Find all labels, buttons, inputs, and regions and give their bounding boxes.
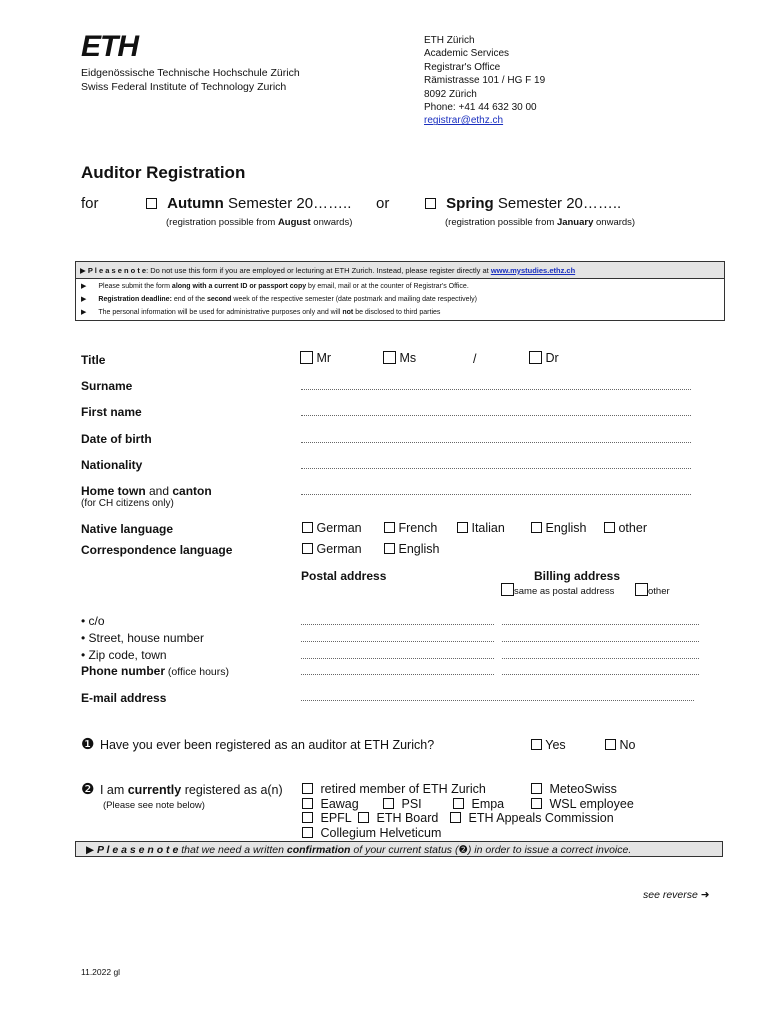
option-label: retired member of ETH Zurich (320, 782, 486, 796)
notice-bullet (81, 295, 477, 303)
notice-header (76, 262, 724, 279)
home-town-label (81, 484, 212, 498)
corr-german-option[interactable] (302, 542, 362, 556)
spring-label: Spring (446, 195, 494, 212)
bullet-bold: second (206, 296, 232, 303)
option-label: EPFL (320, 811, 352, 825)
note-text: (registration possible from (166, 217, 278, 228)
surname-field[interactable] (301, 389, 691, 390)
question-2-note: (Please see note below) (103, 800, 205, 811)
question-2-text: I am (99, 783, 128, 797)
status-appeals-option[interactable] (450, 811, 614, 825)
option-label: other (618, 521, 647, 535)
option-label: English (398, 542, 440, 556)
checkbox-icon[interactable] (501, 583, 514, 596)
option-label: same as postal address (514, 586, 615, 597)
notice-bullet (81, 308, 440, 316)
title-slash: / (473, 352, 477, 366)
question-1 (81, 735, 434, 753)
question-2-text: registered as a(n) (181, 783, 283, 797)
co-postal-field[interactable] (301, 624, 494, 625)
billing-same-option[interactable] (501, 583, 614, 597)
checkbox-icon[interactable] (302, 543, 313, 554)
address-line: ETH Zürich (424, 35, 475, 46)
title-label: Title (81, 353, 106, 367)
zip-billing-field[interactable] (502, 658, 699, 659)
status-meteo-option[interactable] (531, 782, 617, 796)
status-eawag-option[interactable] (302, 797, 359, 811)
notice-bullet (81, 282, 469, 290)
zip-label: • Zip code, town (81, 648, 167, 662)
option-label: ETH Board (376, 811, 439, 825)
label-bold: Home town (81, 484, 146, 498)
status-psi-option[interactable] (383, 797, 422, 811)
spring-note (445, 217, 635, 228)
checkbox-icon[interactable] (383, 798, 394, 809)
see-reverse-label: see reverse ➜ (643, 889, 710, 901)
bullet-arrow-icon: ▶ (81, 296, 87, 303)
notice-box (75, 261, 725, 321)
institution-name-en: Swiss Federal Institute of Technology Zurich (81, 81, 287, 93)
corr-english-option[interactable] (384, 542, 439, 556)
note-text: onwards) (310, 217, 353, 228)
label-bold: canton (172, 484, 212, 498)
home-town-note: (for CH citizens only) (81, 498, 174, 509)
checkbox-icon[interactable] (635, 583, 648, 596)
page-title: Auditor Registration (81, 163, 246, 182)
bullet-text: The personal information will be used for administrative purposes only and will (98, 309, 343, 316)
bullet-text: be disclosed to third parties (353, 309, 441, 316)
address-line: Academic Services (424, 48, 510, 60)
question-2-bold: currently (127, 783, 182, 797)
bullet-arrow-icon: ▶ (81, 309, 87, 316)
dob-label: Date of birth (81, 432, 152, 446)
option-label: German (316, 542, 362, 556)
phone-billing-field[interactable] (502, 674, 699, 675)
question-2 (81, 780, 283, 798)
bullet-text: by email, mail or at the counter of Registrar's Office. (306, 283, 469, 290)
option-label: PSI (401, 797, 422, 811)
option-label: WSL employee (549, 797, 634, 811)
footer-code: 11.2022 gl (81, 967, 121, 977)
checkbox-icon[interactable] (383, 351, 396, 364)
registrar-email-link[interactable]: registrar@ethz.ch (424, 115, 504, 127)
option-label: Eawag (320, 797, 359, 811)
note-text: that we need a written (178, 844, 287, 856)
option-label: No (619, 738, 636, 752)
registrar-address (424, 34, 545, 128)
checkbox-icon[interactable] (531, 798, 542, 809)
please-note-label: ▶ P l e a s e n o t e (86, 844, 179, 856)
checkbox-icon[interactable] (531, 739, 542, 750)
checkbox-icon[interactable] (302, 783, 313, 794)
nationality-field[interactable] (301, 468, 691, 469)
number-two-icon: ❷ (81, 781, 95, 798)
spring-semester-option[interactable] (425, 195, 621, 212)
status-empa-option[interactable] (453, 797, 504, 811)
autumn-label: Autumn (167, 195, 224, 212)
option-label: MeteoSwiss (549, 782, 617, 796)
checkbox-icon[interactable] (302, 798, 313, 809)
bullet-text: Please submit the form (98, 283, 172, 290)
native-english-option[interactable] (531, 521, 586, 535)
note-text: (registration possible from (445, 217, 557, 228)
checkbox-icon[interactable] (384, 543, 395, 554)
checkbox-icon[interactable] (604, 522, 615, 533)
checkbox-icon[interactable] (302, 827, 313, 838)
first-name-label: First name (81, 405, 142, 419)
option-label: Ms (399, 351, 417, 365)
q1-no-option[interactable] (605, 738, 635, 752)
option-label: Italian (471, 521, 505, 535)
option-label: Yes (545, 738, 566, 752)
correspondence-language-label: Correspondence language (81, 543, 233, 557)
surname-label: Surname (81, 379, 133, 393)
title-dr-option[interactable] (529, 351, 559, 365)
confirmation-note (75, 841, 723, 857)
bullet-arrow-icon: ▶ (81, 283, 87, 290)
phone-label (81, 664, 229, 678)
checkbox-icon[interactable] (529, 351, 542, 364)
option-label: other (648, 586, 670, 597)
option-label: German (316, 521, 362, 535)
note-month: January (556, 217, 594, 228)
checkbox-icon[interactable] (302, 522, 313, 533)
note-bold: confirmation (286, 844, 351, 856)
address-line: Phone: +41 44 632 30 00 (424, 102, 537, 114)
option-label: Dr (545, 351, 559, 365)
eth-logo: ETH (81, 30, 138, 63)
semester-for-label: for (81, 195, 99, 212)
postal-address-heading: Postal address (301, 569, 387, 583)
bullet-bold: not (342, 309, 354, 316)
autumn-semester-option[interactable] (146, 195, 351, 212)
checkbox-icon[interactable] (146, 198, 157, 209)
checkbox-icon[interactable] (457, 522, 468, 533)
autumn-semester-text: Semester 20…….. (228, 195, 352, 212)
option-label: Collegium Helveticum (320, 826, 442, 840)
semester-or-label: or (376, 195, 390, 212)
native-italian-option[interactable] (457, 521, 505, 535)
note-month: August (277, 217, 311, 228)
email-field[interactable] (301, 700, 694, 701)
dob-field[interactable] (301, 442, 691, 443)
number-one-icon: ❶ (81, 736, 95, 753)
note-text: onwards) (593, 217, 636, 228)
first-name-field[interactable] (301, 415, 691, 416)
question-1-text: Have you ever been registered as an auditor at ETH Zurich? (99, 738, 435, 752)
native-french-option[interactable] (384, 521, 437, 535)
home-town-field[interactable] (301, 494, 691, 495)
co-billing-field[interactable] (502, 624, 699, 625)
checkbox-icon[interactable] (358, 812, 369, 823)
street-billing-field[interactable] (502, 641, 699, 642)
native-german-option[interactable] (302, 521, 362, 535)
option-label: Mr (316, 351, 332, 365)
street-label: • Street, house number (81, 631, 204, 645)
checkbox-icon[interactable] (425, 198, 436, 209)
checkbox-icon[interactable] (450, 812, 461, 823)
status-wsl-option[interactable] (531, 797, 634, 811)
spring-semester-text: Semester 20…….. (497, 195, 622, 212)
label-note: (office hours) (165, 666, 230, 678)
checkbox-icon[interactable] (531, 522, 542, 533)
email-label: E-mail address (81, 691, 167, 705)
title-mr-option[interactable] (300, 351, 331, 365)
bullet-bold: Registration deadline: (98, 296, 172, 303)
native-other-option[interactable] (604, 521, 647, 535)
checkbox-icon[interactable] (302, 812, 313, 823)
street-postal-field[interactable] (301, 641, 494, 642)
status-epfl-option[interactable] (302, 811, 352, 825)
billing-other-option[interactable] (635, 583, 670, 597)
mystudies-link[interactable]: www.mystudies.ethz.ch (490, 266, 576, 275)
billing-address-heading: Billing address (534, 569, 621, 583)
notice-main-text: : Do not use this form if you are employed or lecturing at ETH Zurich. Instead, please register directly at (146, 266, 491, 275)
checkbox-icon[interactable] (300, 351, 313, 364)
address-line: 8092 Zürich (424, 88, 477, 100)
label-bold: Phone number (81, 664, 166, 678)
q1-yes-option[interactable] (531, 738, 566, 752)
nationality-label: Nationality (81, 458, 143, 472)
phone-postal-field[interactable] (301, 674, 494, 675)
please-note-label: ▶ P l e a s e n o t e (80, 266, 147, 275)
label-text: and (145, 484, 173, 498)
checkbox-icon[interactable] (384, 522, 395, 533)
co-label: • c/o (81, 614, 105, 628)
zip-postal-field[interactable] (301, 658, 494, 659)
address-line: Rämistrasse 101 / HG F 19 (424, 75, 546, 87)
address-line: Registrar's Office (424, 61, 501, 73)
option-label: ETH Appeals Commission (468, 811, 614, 825)
checkbox-icon[interactable] (605, 739, 616, 750)
institution-name-de: Eidgenössische Technische Hochschule Zürich (81, 67, 300, 79)
option-label: Empa (471, 797, 505, 811)
bullet-text: week of the respective semester (date postmark and mailing date respectively) (231, 296, 477, 303)
checkbox-icon[interactable] (531, 783, 542, 794)
native-language-label: Native language (81, 522, 174, 536)
option-label: English (545, 521, 587, 535)
title-ms-option[interactable] (383, 351, 416, 365)
status-collegium-option[interactable] (302, 826, 441, 840)
option-label: French (398, 521, 438, 535)
note-text: of your current status (❷) in order to issue a correct invoice. (350, 844, 632, 856)
bullet-bold: along with a current ID or passport copy (171, 283, 307, 290)
status-ethboard-option[interactable] (358, 811, 438, 825)
checkbox-icon[interactable] (453, 798, 464, 809)
autumn-note (166, 217, 352, 228)
bullet-text: end of the (171, 296, 207, 303)
status-retired-option[interactable] (302, 782, 486, 796)
